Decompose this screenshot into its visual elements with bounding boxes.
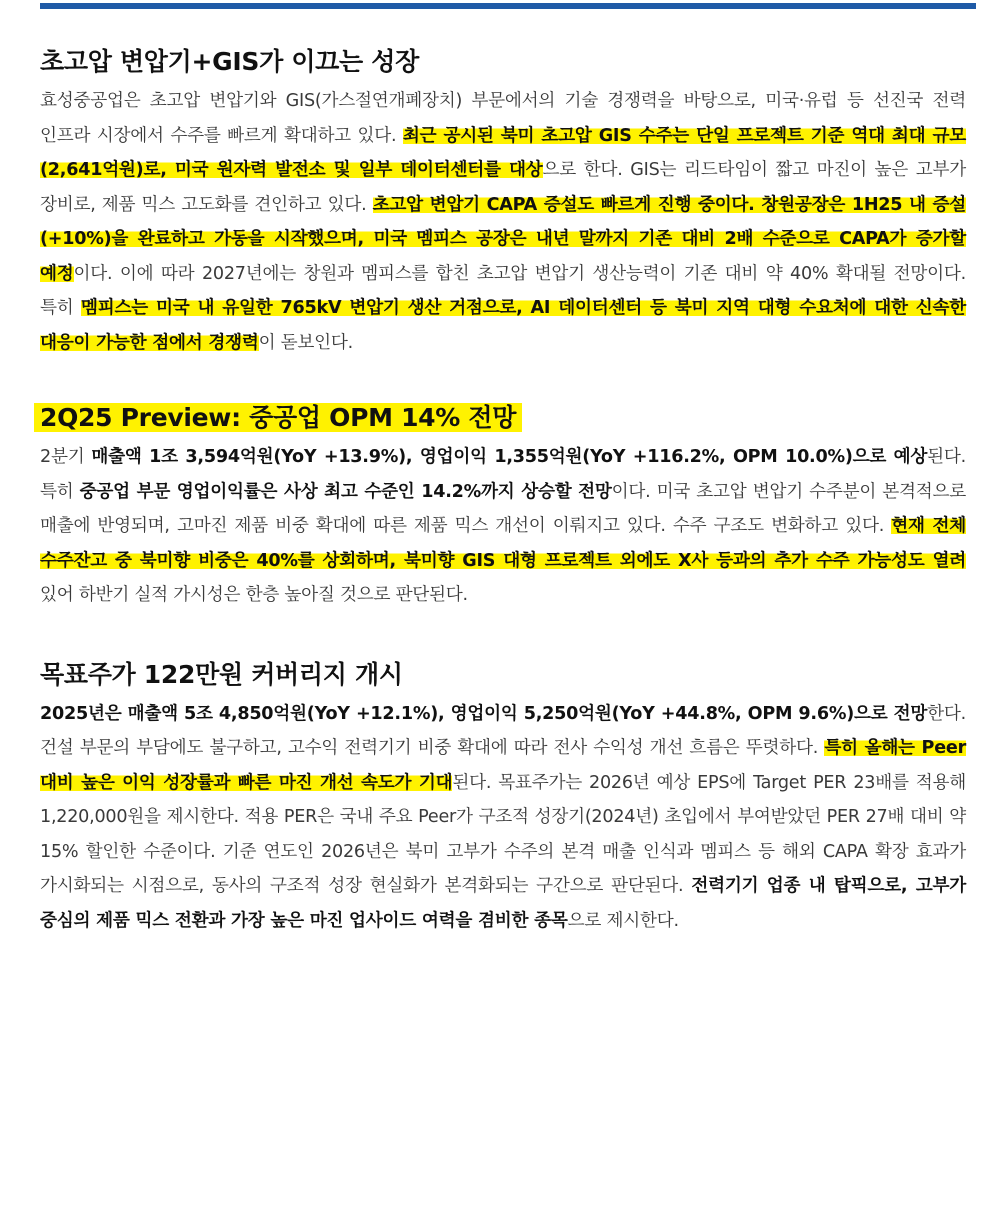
highlighted-text: 초고압 변압기 CAPA 증설도 빠르게 진행 중이다. 창원공장은 1H25 내 증설(+10%)을 완료하고 가동을 시작했으며, 미국 멤피스 공장은 내년 말까지 기존 대비 2배 수준으로 CAPA가 증가할 예정: [40, 194, 966, 284]
report-body: [40, 40, 966, 938]
highlighted-text: 최근 공시된 북미 초고압 GIS 수주는 단일 프로젝트 기준 역대 최대 규모(2,641억원)로, 미국 원자력 발전소 및 일부 데이터센터를 대상: [40, 125, 966, 180]
text-run: 효성중공업은 초고압 변압기와 GIS(가스절연개폐장치) 부문에서의 기술 경쟁력을 바탕으로, 미국·유럽 등 선진국 전력 인프라 시장에서 수주를 빠르게 확대하고 있다.: [40, 91, 966, 146]
section-paragraph: [40, 440, 966, 613]
text-run: 으로 한다. GIS는 리드타임이 짧고 마진이 높은 고부가 장비로, 제품 믹스 고도화를 견인하고 있다.: [40, 160, 966, 215]
section-heading: 초고압 변압기+GIS가 이끄는 성장: [40, 47, 419, 76]
section-preview: [40, 396, 966, 613]
text-run: 한다. 건설 부문의 부담에도 불구하고, 고수익 전력기기 비중 확대에 따라 전사 수익성 개선 흐름은 뚜렷하다.: [40, 703, 966, 758]
section-growth: [40, 40, 966, 360]
section-heading: [40, 396, 966, 440]
text-run: 있어 하반기 실적 가시성은 한층 높아질 것으로 판단된다.: [40, 585, 468, 605]
section-heading: 목표주가 122만원 커버리지 개시: [40, 659, 403, 689]
text-run: 으로 제시한다.: [567, 910, 679, 931]
bold-text: 중공업 부문 영업이익률은 사상 최고 수준인 14.2%까지 상승할 전망: [79, 481, 612, 502]
bold-text: 전력기기 업종 내 탑픽으로, 고부가 중심의 제품 믹스 전환과 가장 높은 마진 업사이드 여력을 겸비한 종목: [40, 876, 967, 931]
text-run: 된다. 특히: [40, 447, 966, 502]
text-run: 2분기: [40, 447, 92, 467]
bold-text: 2025년은 매출액 5조 4,850억원(YoY +12.1%), 영업이익 5,250억원(YoY +44.8%, OPM 9.6%)으로 전망: [40, 703, 928, 724]
header-rule: [40, 3, 976, 9]
text-run: 이 돋보인다.: [258, 332, 353, 353]
highlighted-heading: 2Q25 Preview: 중공업 OPM 14% 전망: [34, 403, 522, 432]
section-target-price: [40, 653, 966, 939]
highlighted-text: 멤피스는 미국 내 유일한 765kV 변압기 생산 거점으로, AI 데이터센터 등 북미 지역 대형 수요처에 대한 신속한 대응이 가능한 점에서 경쟁력: [40, 298, 966, 353]
highlighted-text: 현재 전체 수주잔고 중 북미향 비중은 40%를 상회하며, 북미향 GIS 대형 프로젝트 외에도 X사 등과의 추가 수주 가능성도 열려: [40, 516, 966, 571]
text-run: 된다. 목표주가는 2026년 예상 EPS에 Target PER 23배를 적용해 1,220,000원을 제시한다. 적용 PER은 국내 주요 Peer가 구조적 성장기(2024년) 초입에서 부여받았던 PER 27배 대비 약 15% 할인한 수준이다. 기준 연도인 2026년은 북미 고부가 수주의 본격 매출 인식과 멤피스 등 해외 CAPA 확장 효과가 가시화되는 시점으로, 동사의 구조적 성장 현실화가 본격화되는 구간으로 판단된다.: [40, 772, 966, 896]
highlighted-text: 특히 올해는 Peer 대비 높은 이익 성장률과 빠른 마진 개선 속도가 기대: [40, 738, 966, 793]
text-run: 이다. 미국 초고압 변압기 수주분이 본격적으로 매출에 반영되며, 고마진 제품 비중 확대에 따른 제품 믹스 개선이 이뤄지고 있다. 수주 구조도 변화하고 있다.: [40, 481, 966, 536]
section-paragraph: [40, 84, 966, 360]
text-run: 이다. 이에 따라 2027년에는 창원과 멤피스를 합친 초고압 변압기 생산능력이 기존 대비 약 40% 확대될 전망이다. 특히: [40, 263, 966, 318]
bold-text: 매출액 1조 3,594억원(YoY +13.9%), 영업이익 1,355억원(YoY +116.2%, OPM 10.0%)으로 예상: [91, 447, 928, 467]
section-paragraph: [40, 697, 966, 939]
